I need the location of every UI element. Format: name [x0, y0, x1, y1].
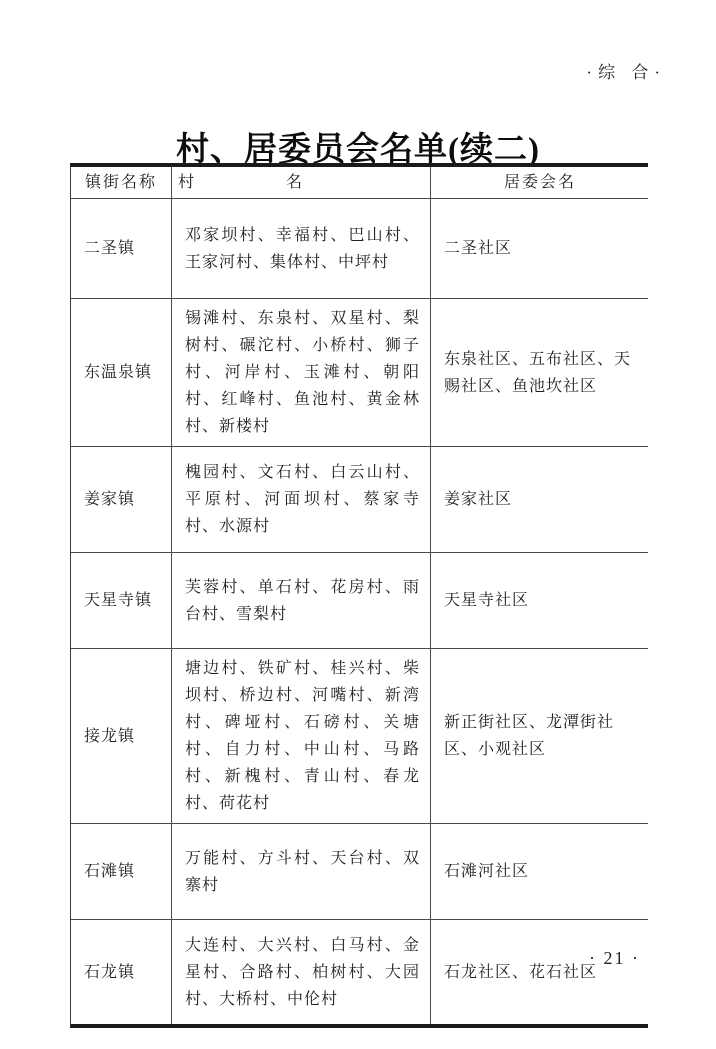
cell-committees	[430, 649, 649, 823]
cell-committees	[430, 553, 649, 648]
section-label: ·综 合·	[586, 63, 666, 82]
table-row	[71, 198, 648, 298]
cell-town	[71, 299, 171, 446]
town-name: 接龙镇	[84, 727, 136, 745]
town-name: 姜家镇	[84, 491, 136, 508]
town-name: 二圣镇	[84, 240, 136, 257]
village-names: 锡滩村、东泉村、双星村、梨树村、碾沱村、小桥村、狮子村、河岸村、玉滩村、朝阳村、红峰村、鱼池村、黄金林村、新楼村	[185, 310, 420, 435]
cell-committees	[430, 824, 649, 919]
town-name: 东温泉镇	[84, 364, 153, 381]
town-name: 石龙镇	[84, 963, 136, 981]
village-names: 槐园村、文石村、白云山村、平原村、河面坝村、蔡家寺村、水源村	[185, 464, 420, 535]
header-cell-committees	[430, 167, 649, 198]
table-row	[71, 919, 648, 1024]
committee-names: 石滩河社区	[444, 863, 530, 880]
village-names: 塘边村、铁矿村、桂兴村、柴坝村、桥边村、河嘴村、新湾村、碑垭村、石磅村、关塘村、自力村、中山村、马路村、新槐村、青山村、春龙村、荷花村	[185, 660, 420, 812]
cell-committees	[430, 199, 649, 298]
page-number: · 21 ·	[589, 948, 640, 968]
cell-town	[71, 199, 171, 298]
header-committees-label: 居委会名	[503, 173, 576, 191]
committee-names: 二圣社区	[444, 240, 513, 257]
table-row	[71, 446, 648, 552]
cell-villages	[171, 920, 430, 1024]
header-villages-label: 村 名	[178, 173, 305, 191]
cell-town	[71, 447, 171, 552]
table-row	[71, 823, 648, 919]
committee-names: 姜家社区	[444, 491, 513, 508]
table-row	[71, 298, 648, 446]
cell-villages	[171, 199, 430, 298]
table-row	[71, 552, 648, 648]
cell-committees	[430, 920, 649, 1024]
cell-villages	[171, 553, 430, 648]
cell-town	[71, 553, 171, 648]
page-title: 村、居委员会名单(续二)	[176, 132, 540, 169]
header-cell-villages	[171, 167, 430, 198]
table-row	[71, 648, 648, 823]
town-name: 天星寺镇	[84, 592, 153, 609]
cell-town	[71, 920, 171, 1024]
cell-villages	[171, 447, 430, 552]
village-names: 万能村、方斗村、天台村、双寨村	[185, 849, 420, 894]
cell-town	[71, 649, 171, 823]
table-header-row	[71, 167, 648, 198]
cell-town	[71, 824, 171, 919]
committee-table	[70, 163, 648, 1028]
cell-committees	[430, 299, 649, 446]
town-name: 石滩镇	[84, 863, 136, 880]
committee-names: 东泉社区、五布社区、天赐社区、鱼池坎社区	[444, 350, 632, 395]
header-cell-town	[71, 167, 171, 198]
village-names: 大连村、大兴村、白马村、金星村、合路村、柏树村、大园村、大桥村、中伦村	[185, 936, 420, 1008]
header-town-label: 镇街名称	[84, 173, 157, 191]
committee-names: 新正街社区、龙潭街社区、小观社区	[444, 714, 615, 758]
village-names: 芙蓉村、单石村、花房村、雨台村、雪梨村	[185, 578, 420, 623]
cell-villages	[171, 299, 430, 446]
village-names: 邓家坝村、幸福村、巴山村、王家河村、集体村、中坪村	[185, 226, 420, 271]
cell-villages	[171, 824, 430, 919]
committee-names: 天星寺社区	[444, 592, 530, 609]
committee-names: 石龙社区、花石社区	[444, 963, 598, 981]
cell-committees	[430, 447, 649, 552]
cell-villages	[171, 649, 430, 823]
